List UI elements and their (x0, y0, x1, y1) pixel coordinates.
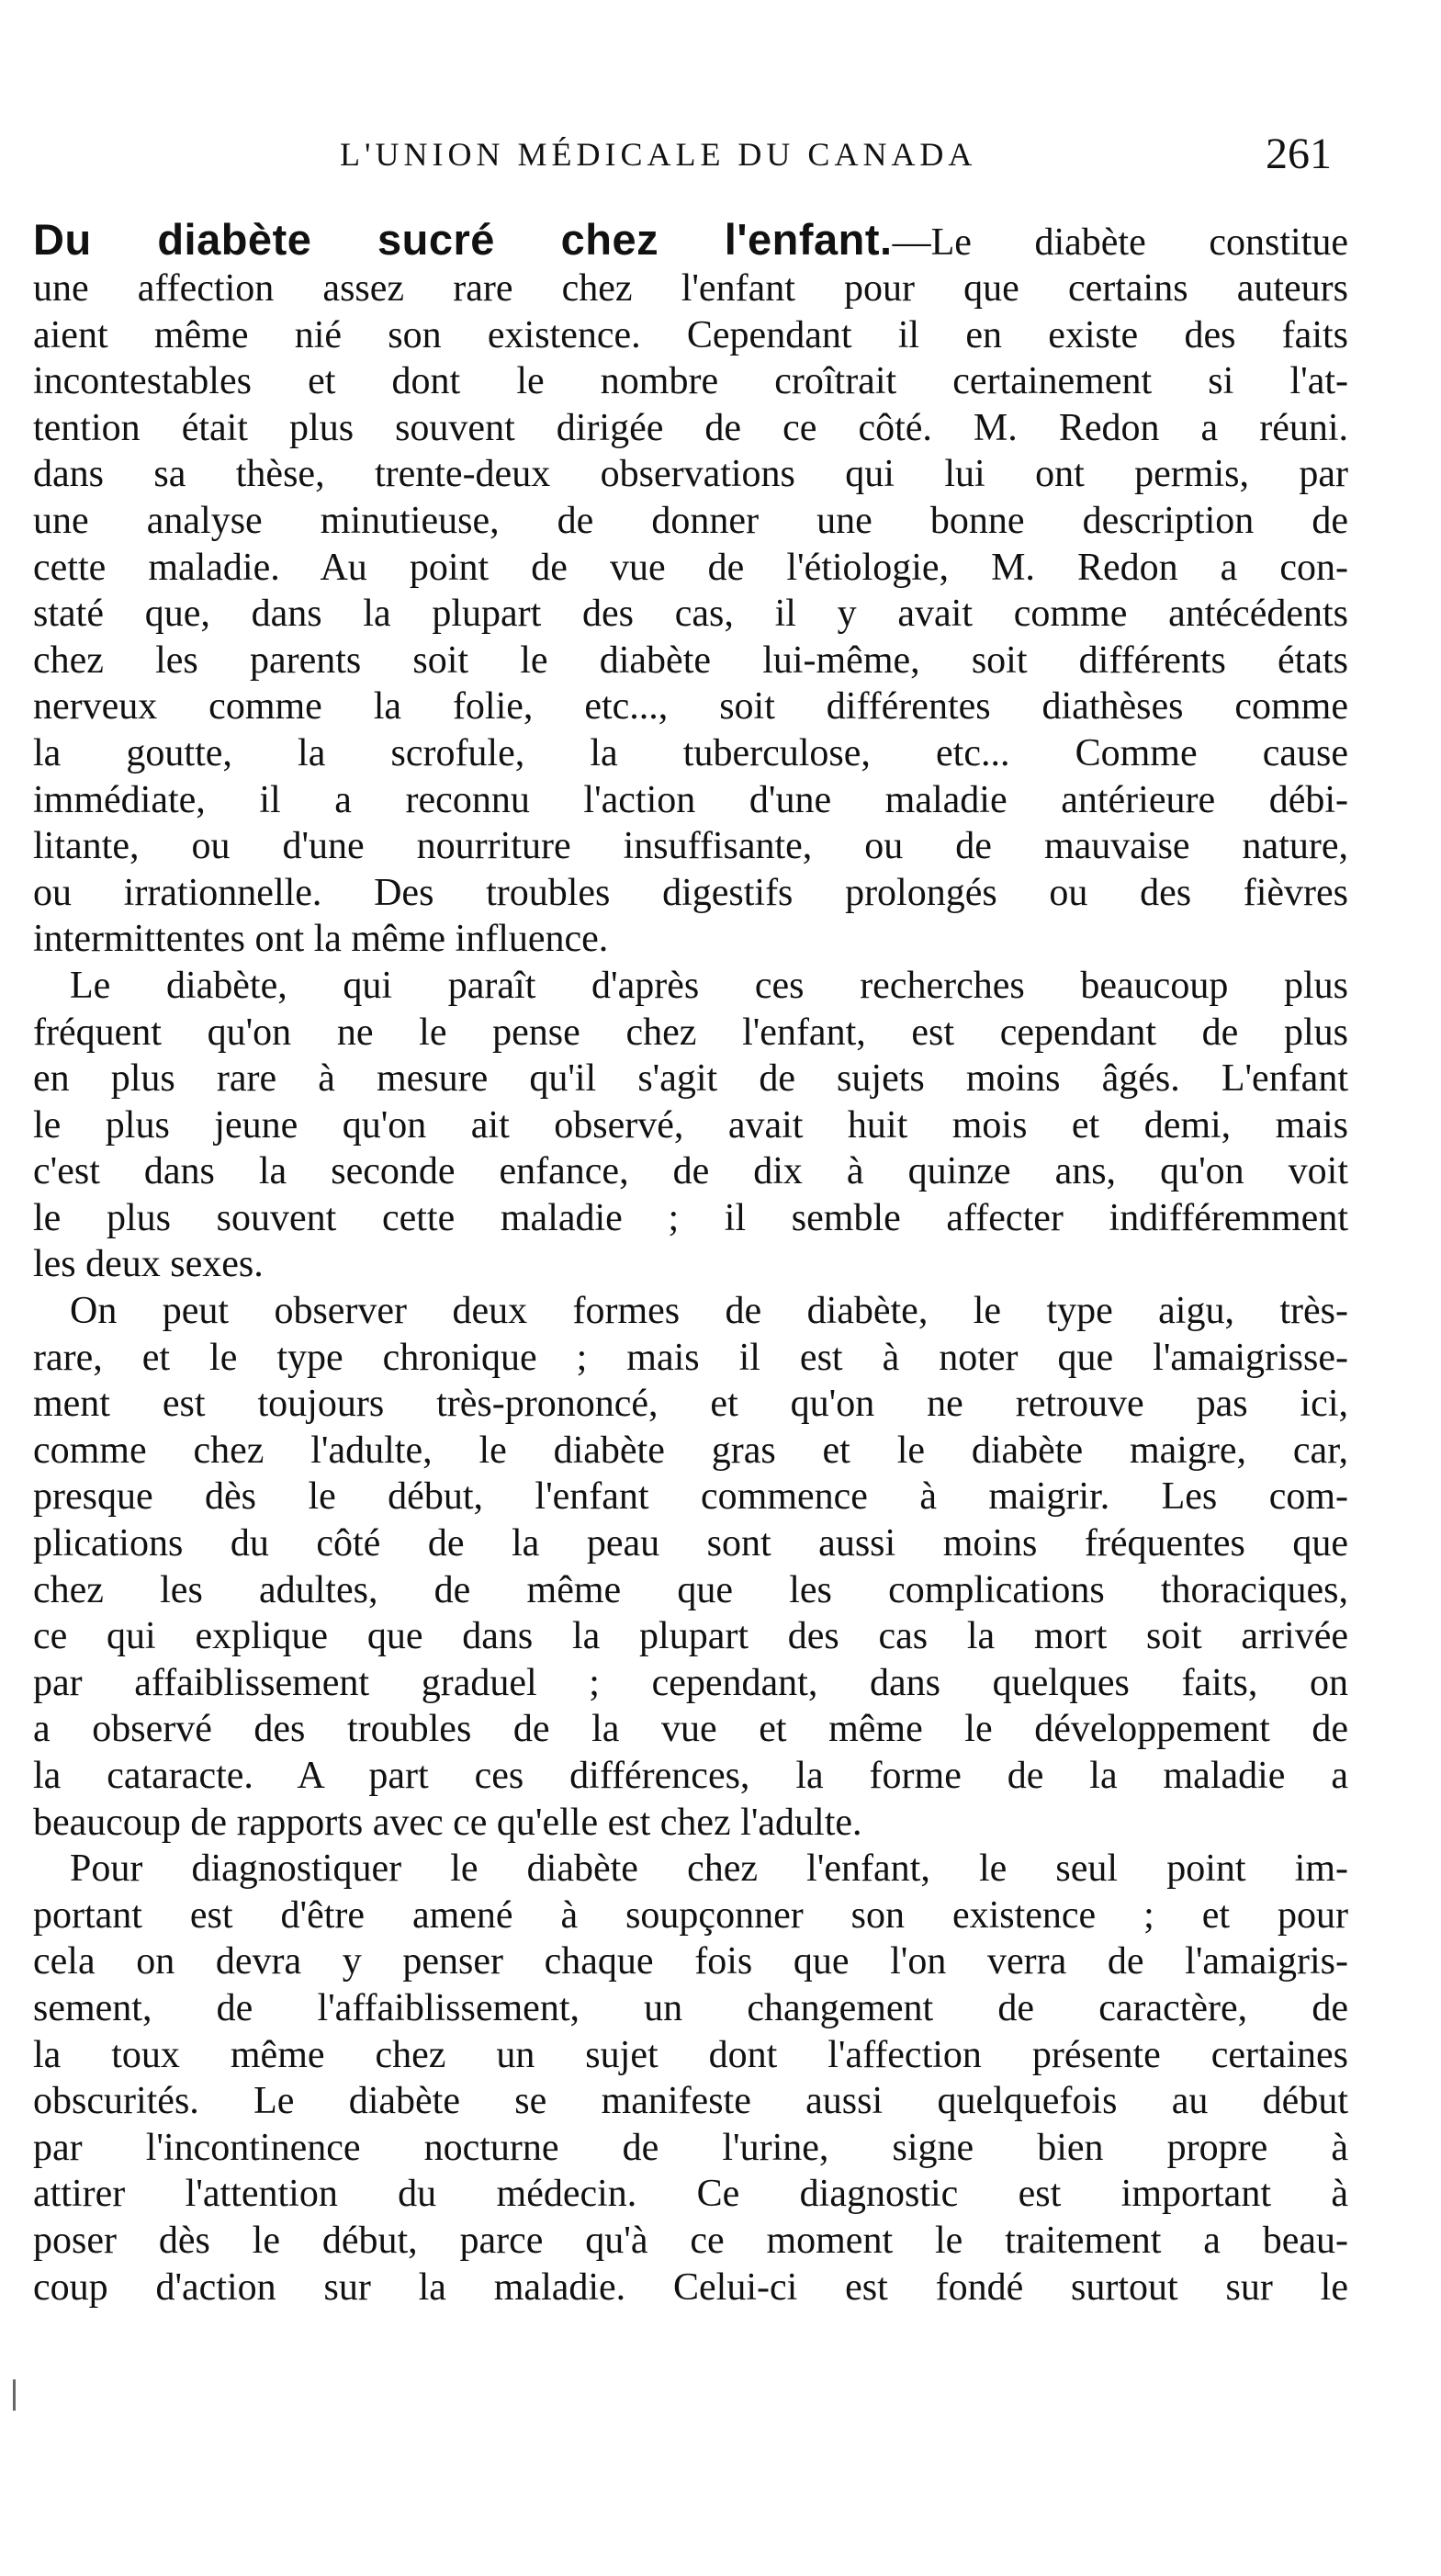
article-title: Du diabète sucré chez l'enfant. (33, 215, 893, 264)
paragraph (33, 266, 1348, 963)
text-line: On peut observer deux formes de diabète, le type aigu, très- (70, 1290, 1348, 1333)
text-line: la toux même chez un sujet dont l'affection présente certaines (33, 2033, 1348, 2076)
text-line: aient même nié son existence. Cependant il en existe des faits (33, 313, 1348, 356)
text-line: le plus souvent cette maladie ; il semble affecter indifféremment (33, 1196, 1348, 1239)
text-line: intermittentes ont la même influence. (33, 918, 609, 961)
text-line: rare, et le type chronique ; mais il est à noter que l'amaigrisse- (33, 1336, 1348, 1379)
text-line: la cataracte. A part ces différences, la forme de la maladie a (33, 1755, 1348, 1797)
text-line: Le diabète constitue (930, 221, 1348, 264)
page-number: 261 (1266, 130, 1332, 178)
text-line: les deux sexes. (33, 1243, 264, 1286)
text-line: chez les adultes, de même que les complications thoraciques, (33, 1568, 1348, 1611)
article-body (33, 214, 1348, 2310)
paragraph (33, 1288, 1348, 1846)
text-line: cette maladie. Au point de vue de l'étiologie, M. Redon a con- (33, 546, 1348, 589)
text-line: en plus rare à mesure qu'il s'agit de sujets moins âgés. L'enfant (33, 1057, 1348, 1101)
text-line: par affaiblissement graduel ; cependant, dans quelques faits, on (33, 1661, 1348, 1704)
running-title: L'UNION MÉDICALE DU CANADA (340, 136, 977, 173)
text-line: staté que, dans la plupart des cas, il y avait comme antécédents (33, 593, 1348, 636)
text-line: coup d'action sur la maladie. Celui-ci est fondé surtout sur le (33, 2265, 1348, 2309)
text-line: par l'incontinence nocturne de l'urine, signe bien propre à (33, 2126, 1348, 2169)
text-line: obscurités. Le diabète se manifeste aussi quelquefois au début (33, 2080, 1348, 2123)
text-line: immédiate, il a reconnu l'action d'une maladie antérieure débi- (33, 778, 1348, 821)
title-dash: — (892, 221, 931, 264)
text-line: c'est dans la seconde enfance, de dix à quinze ans, qu'on voit (33, 1150, 1348, 1193)
text-line: a observé des troubles de la vue et même le développement de (33, 1708, 1348, 1751)
text-line: Le diabète, qui paraît d'après ces recherches beaucoup plus (70, 964, 1348, 1007)
text-line: incontestables et dont le nombre croîtrait certainement si l'at- (33, 360, 1348, 403)
text-line: cela on devra y penser chaque fois que l'on verra de l'amaigris- (33, 1940, 1348, 1983)
margin-mark (13, 2379, 16, 2411)
paragraph (33, 963, 1348, 1288)
text-line: ment est toujours très-prononcé, et qu'on ne retrouve pas ici, (33, 1383, 1348, 1426)
text-line: ou irrationnelle. Des troubles digestifs prolongés ou des fièvres (33, 871, 1348, 914)
text-line: presque dès le début, l'enfant commence à maigrir. Les com- (33, 1475, 1348, 1519)
text-line: le plus jeune qu'on ait observé, avait huit mois et demi, mais (33, 1103, 1348, 1147)
text-line: tention était plus souvent dirigée de ce côté. M. Redon a réuni. (33, 406, 1348, 449)
running-header (0, 127, 1441, 182)
text-line: beaucoup de rapports avec ce qu'elle est chez l'adulte. (33, 1801, 862, 1844)
text-line: comme chez l'adulte, le diabète gras et le diabète maigre, car, (33, 1429, 1348, 1472)
text-line: fréquent qu'on ne le pense chez l'enfant, est cependant de plus (33, 1011, 1348, 1054)
article-first-line (33, 214, 1348, 266)
text-line: poser dès le début, parce qu'à ce moment le traitement a beau- (33, 2219, 1348, 2262)
text-line: ce qui explique que dans la plupart des cas la mort soit arrivée (33, 1615, 1348, 1658)
text-line: la goutte, la scrofule, la tuberculose, etc... Comme cause (33, 731, 1348, 774)
text-line: chez les parents soit le diabète lui-même, soit différents états (33, 638, 1348, 682)
text-line: attirer l'attention du médecin. Ce diagnostic est important à (33, 2173, 1348, 2216)
text-line: portant est d'être amené à soupçonner son existence ; et pour (33, 1893, 1348, 1937)
text-line: Pour diagnostiquer le diabète chez l'enfant, le seul point im- (70, 1847, 1348, 1891)
text-line: une affection assez rare chez l'enfant pour que certains auteurs (33, 267, 1348, 310)
text-line: sement, de l'affaiblissement, un changement de caractère, de (33, 1986, 1348, 2029)
text-line: une analyse minutieuse, de donner une bonne description de (33, 499, 1348, 542)
text-line: plications du côté de la peau sont aussi moins fréquentes que (33, 1522, 1348, 1565)
text-line: nerveux comme la folie, etc..., soit différentes diathèses comme (33, 685, 1348, 729)
paragraph (33, 1846, 1348, 2310)
text-line: litante, ou d'une nourriture insuffisante, ou de mauvaise nature, (33, 825, 1348, 868)
text-line: dans sa thèse, trente-deux observations qui lui ont permis, par (33, 453, 1348, 496)
